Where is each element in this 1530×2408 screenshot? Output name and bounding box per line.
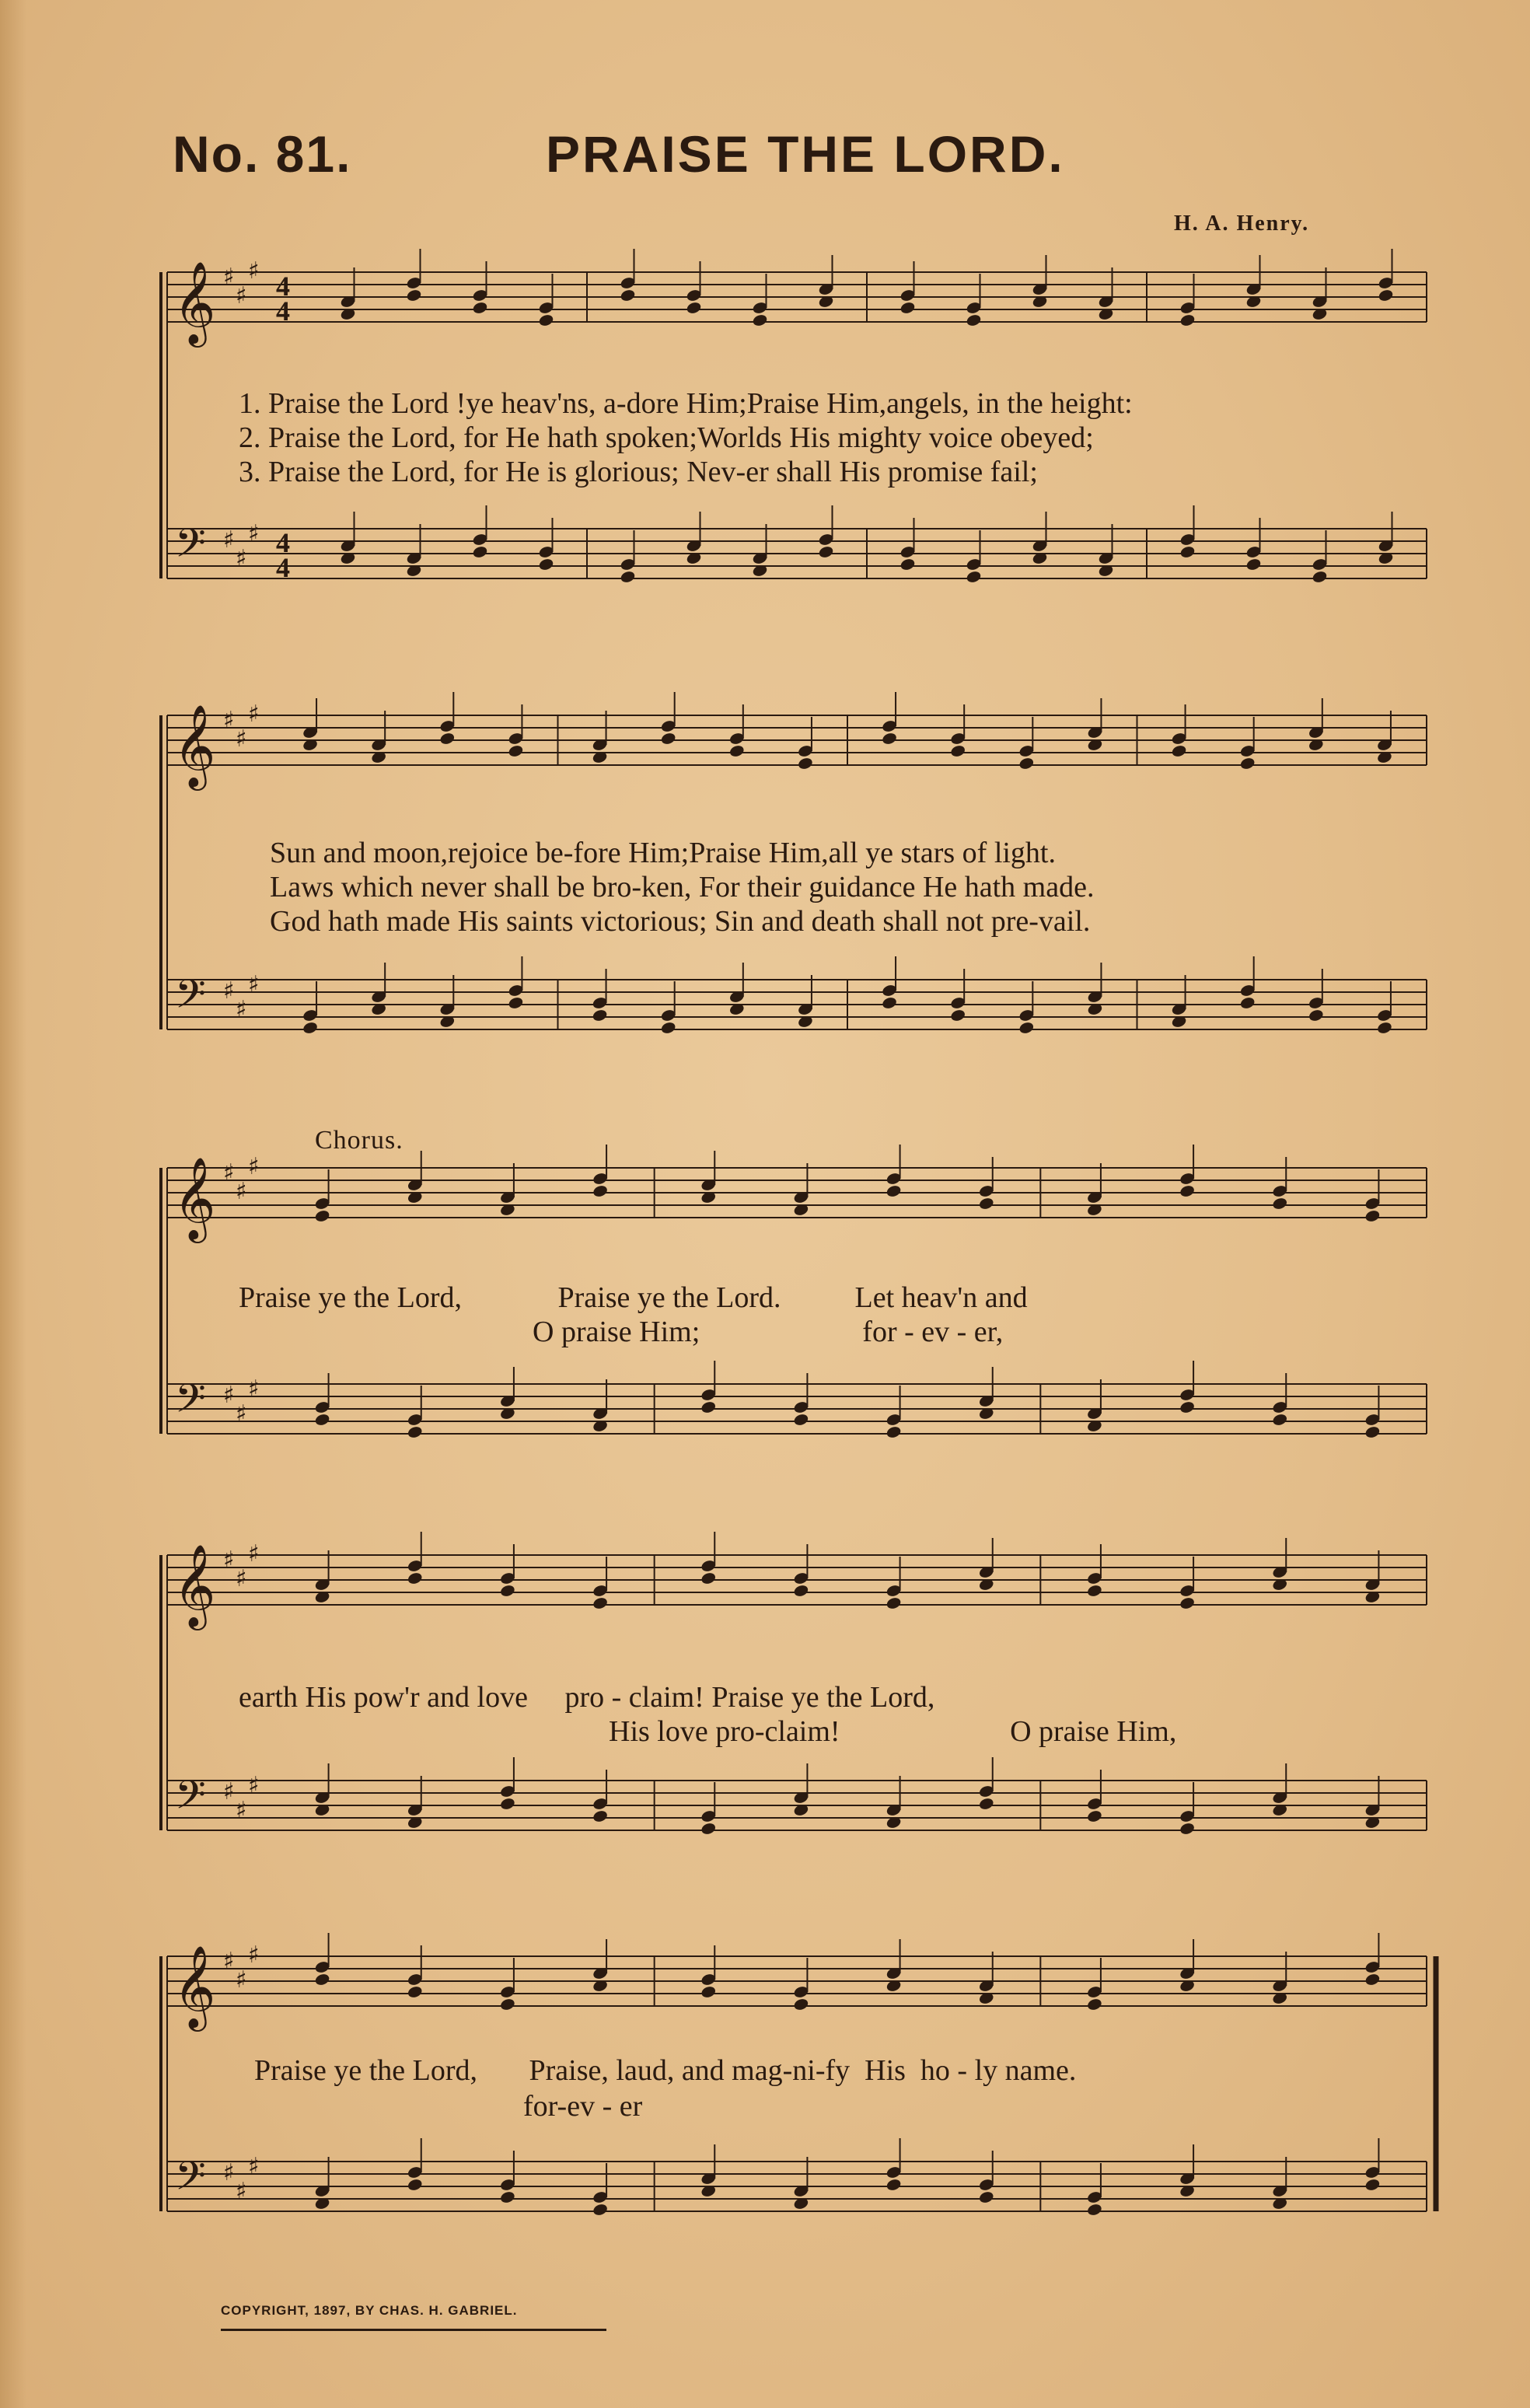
key-signature-sharp: ♯ xyxy=(223,1778,235,1805)
copyright-underline xyxy=(221,2329,606,2331)
key-signature-sharp: ♯ xyxy=(223,1382,235,1409)
bass-note xyxy=(966,570,982,584)
verse-2-line-2: Laws which never shall be bro-ken, For their guidance He hath made. xyxy=(270,871,1095,903)
key-signature-sharp: ♯ xyxy=(223,264,235,291)
treble-note xyxy=(793,1997,809,2011)
treble-note xyxy=(966,313,982,327)
treble-clef: 𝄞 xyxy=(173,1945,216,2028)
bass-note xyxy=(1086,2203,1102,2217)
treble-note xyxy=(1018,757,1035,771)
bass-clef: 𝄢 xyxy=(175,970,206,1027)
treble-note xyxy=(439,732,456,746)
treble-note xyxy=(886,1596,902,1610)
bass-note xyxy=(1179,1822,1195,1836)
key-signature-sharp: ♯ xyxy=(248,520,260,547)
hymn-title: PRAISE THE LORD. xyxy=(546,125,1065,183)
hymn-number: No. 81. xyxy=(173,125,352,183)
key-signature-sharp: ♯ xyxy=(236,725,247,753)
key-signature-sharp: ♯ xyxy=(248,1941,260,1969)
bass-note xyxy=(978,1797,994,1811)
treble-note xyxy=(793,1584,809,1598)
chorus-line-3-bottom: for-ev - er xyxy=(523,2090,643,2123)
bass-note xyxy=(660,1021,676,1035)
chorus-line-1-bottom: O praise Him; for - ev - er, xyxy=(533,1316,1004,1348)
treble-note xyxy=(1364,1209,1381,1223)
bass-clef: 𝄢 xyxy=(175,1375,206,1431)
treble-note xyxy=(1179,1184,1195,1198)
key-signature-sharp: ♯ xyxy=(223,1159,235,1187)
key-signature-sharp: ♯ xyxy=(236,545,247,572)
bass-clef: 𝄢 xyxy=(175,519,206,576)
treble-note xyxy=(950,744,966,758)
time-signature: 4 xyxy=(276,527,290,558)
music-system-4 xyxy=(152,1524,1458,1882)
bass-note xyxy=(302,1021,318,1035)
treble-clef: 𝄞 xyxy=(173,260,216,344)
music-system-5 xyxy=(152,1928,1458,2286)
bass-note xyxy=(538,557,554,571)
treble-note xyxy=(499,1584,515,1598)
verse-2-line-1: 2. Praise the Lord, for He hath spoken;Worlds His mighty voice obeyed; xyxy=(239,421,1094,454)
bass-note xyxy=(499,2190,515,2204)
bass-note xyxy=(793,1413,809,1427)
chorus-line-2-top: earth His pow'r and love pro - claim! Praise ye the Lord, xyxy=(239,1681,935,1714)
bass-note xyxy=(881,996,897,1010)
bass-note xyxy=(1018,1021,1035,1035)
treble-note xyxy=(592,1596,608,1610)
bass-note xyxy=(499,1797,515,1811)
bass-note xyxy=(1376,1021,1392,1035)
treble-note xyxy=(881,732,897,746)
key-signature-sharp: ♯ xyxy=(236,2178,247,2205)
treble-note xyxy=(978,1197,994,1211)
bass-note xyxy=(592,1809,608,1823)
treble-note xyxy=(752,313,768,327)
key-signature-sharp: ♯ xyxy=(236,1966,247,1994)
verse-1-line-1: 1. Praise the Lord !ye heav'ns, a-dore Him;Praise Him,angels, in the height: xyxy=(239,387,1133,420)
treble-note xyxy=(314,1209,330,1223)
treble-note xyxy=(700,1571,717,1585)
treble-note xyxy=(406,288,422,302)
bass-note xyxy=(508,996,524,1010)
key-signature-sharp: ♯ xyxy=(236,1178,247,1205)
treble-note xyxy=(1378,288,1394,302)
bass-note xyxy=(978,2190,994,2204)
bass-note xyxy=(1272,1413,1288,1427)
music-system-2 xyxy=(152,684,1458,1089)
key-signature-sharp: ♯ xyxy=(248,2153,260,2180)
key-signature-sharp: ♯ xyxy=(223,1948,235,1975)
composer-credit: H. A. Henry. xyxy=(1174,211,1310,236)
treble-note xyxy=(1272,1197,1288,1211)
key-signature-sharp: ♯ xyxy=(236,996,247,1023)
treble-note xyxy=(1179,1596,1195,1610)
treble-clef: 𝄞 xyxy=(173,1156,216,1239)
chorus-label: Chorus. xyxy=(315,1126,403,1155)
page-edge-shadow xyxy=(0,0,26,2408)
key-signature-sharp: ♯ xyxy=(248,701,260,728)
treble-note xyxy=(407,1571,423,1585)
bass-note xyxy=(472,545,488,559)
bass-note xyxy=(1086,1809,1102,1823)
treble-note xyxy=(886,1184,902,1198)
bass-note xyxy=(700,1822,717,1836)
verse-1-line-2: Sun and moon,rejoice be-fore Him;Praise Him,all ye stars of light. xyxy=(270,837,1056,869)
verse-3-line-1: 3. Praise the Lord, for He is glorious; Nev-er shall His promise fail; xyxy=(239,456,1038,488)
bass-note xyxy=(899,557,916,571)
bass-note xyxy=(886,1425,902,1439)
treble-note xyxy=(472,301,488,315)
key-signature-sharp: ♯ xyxy=(248,1153,260,1180)
key-signature-sharp: ♯ xyxy=(248,257,260,285)
bass-note xyxy=(314,1413,330,1427)
bass-note xyxy=(1364,1425,1381,1439)
bass-note xyxy=(592,1008,608,1022)
time-signature: 4 xyxy=(276,295,290,327)
treble-note xyxy=(700,1985,717,1999)
bass-note xyxy=(407,2178,423,2192)
treble-note xyxy=(592,1184,608,1198)
treble-note xyxy=(1086,1997,1102,2011)
bass-note xyxy=(1179,1400,1195,1414)
treble-note xyxy=(1364,1973,1381,1987)
key-signature-sharp: ♯ xyxy=(223,707,235,734)
treble-note xyxy=(499,1997,515,2011)
bass-note xyxy=(950,1008,966,1022)
copyright-notice: COPYRIGHT, 1897, BY CHAS. H. GABRIEL. xyxy=(221,2303,518,2318)
bass-clef: 𝄢 xyxy=(175,2152,206,2209)
verse-3-line-2: God hath made His saints victorious; Sin and death shall not pre-vail. xyxy=(270,905,1091,938)
chorus-line-2-bottom: His love pro-claim! O praise Him, xyxy=(609,1715,1177,1748)
key-signature-sharp: ♯ xyxy=(223,2159,235,2186)
bass-note xyxy=(1364,2178,1381,2192)
key-signature-sharp: ♯ xyxy=(248,1375,260,1403)
treble-note xyxy=(728,744,745,758)
treble-note xyxy=(508,744,524,758)
staff-system-5 xyxy=(152,1928,1458,2286)
treble-note xyxy=(899,301,916,315)
treble-clef: 𝄞 xyxy=(173,1543,216,1627)
treble-clef: 𝄞 xyxy=(173,704,216,787)
treble-note xyxy=(314,1973,330,1987)
treble-note xyxy=(797,757,813,771)
hymn-header xyxy=(173,124,1432,187)
key-signature-sharp: ♯ xyxy=(223,977,235,1005)
key-signature-sharp: ♯ xyxy=(236,1400,247,1428)
treble-note xyxy=(1086,1584,1102,1598)
key-signature-sharp: ♯ xyxy=(236,1797,247,1824)
key-signature-sharp: ♯ xyxy=(248,971,260,998)
bass-note xyxy=(886,2178,902,2192)
treble-note xyxy=(1171,744,1187,758)
time-signature: 4 xyxy=(276,552,290,583)
bass-note xyxy=(700,1400,717,1414)
key-signature-sharp: ♯ xyxy=(223,1547,235,1574)
key-signature-sharp: ♯ xyxy=(236,282,247,309)
treble-note xyxy=(1239,757,1256,771)
treble-note xyxy=(1179,313,1196,327)
key-signature-sharp: ♯ xyxy=(248,1540,260,1567)
bass-note xyxy=(1308,1008,1324,1022)
time-signature: 4 xyxy=(276,271,290,302)
treble-note xyxy=(620,288,636,302)
bass-note xyxy=(1312,570,1328,584)
bass-note xyxy=(1179,545,1196,559)
key-signature-sharp: ♯ xyxy=(236,1565,247,1592)
treble-note xyxy=(686,301,702,315)
bass-note xyxy=(1245,557,1262,571)
treble-note xyxy=(407,1985,423,1999)
treble-note xyxy=(538,313,554,327)
music-system-1 xyxy=(152,249,1458,638)
treble-note xyxy=(660,732,676,746)
key-signature-sharp: ♯ xyxy=(223,526,235,554)
chorus-line-1-top: Praise ye the Lord, Praise ye the Lord. Let heav'n and xyxy=(239,1281,1028,1314)
chorus-line-3-top: Praise ye the Lord, Praise, laud, and mag-ni-fy His ho - ly name. xyxy=(254,2054,1077,2087)
bass-clef: 𝄢 xyxy=(175,1771,206,1828)
bass-note xyxy=(620,570,636,584)
bass-note xyxy=(592,2203,608,2217)
bass-note xyxy=(818,545,834,559)
bass-note xyxy=(407,1425,423,1439)
bass-note xyxy=(1239,996,1256,1010)
key-signature-sharp: ♯ xyxy=(248,1772,260,1799)
music-system-3 xyxy=(152,1120,1458,1477)
